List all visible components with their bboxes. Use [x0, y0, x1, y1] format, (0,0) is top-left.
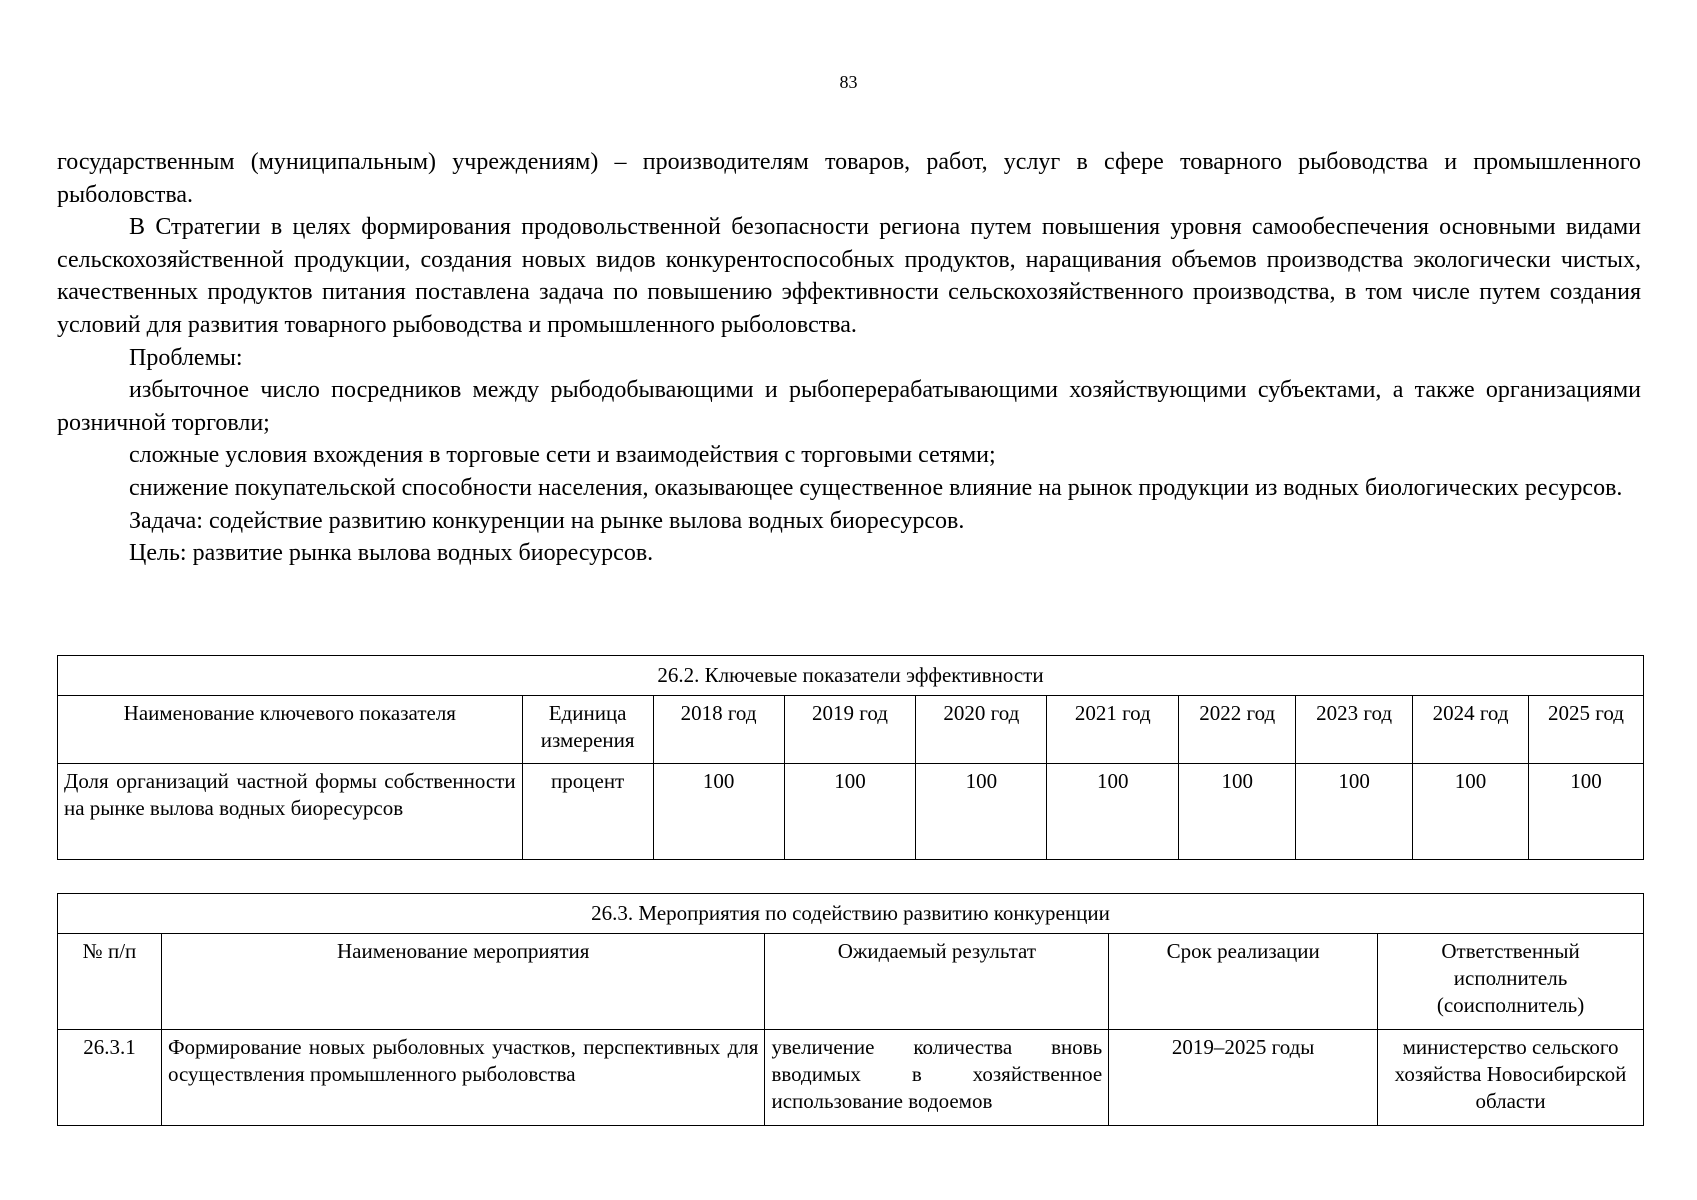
body-text: [57, 146, 1641, 570]
kpi-value: 100: [916, 764, 1047, 860]
kpi-year-header: 2021 год: [1047, 696, 1179, 764]
paragraph: Задача: содействие развитию конкуренции на рынке вылова водных биоресурсов.: [129, 507, 965, 534]
kpi-value: 100: [1413, 764, 1529, 860]
measures-col-result-header: Ожидаемый результат: [765, 934, 1109, 1030]
page-number: 83: [839, 72, 858, 92]
kpi-value: 100: [1529, 764, 1644, 860]
kpi-year-header: 2018 год: [653, 696, 784, 764]
kpi-year-header: 2024 год: [1413, 696, 1529, 764]
kpi-year-header: 2022 год: [1179, 696, 1296, 764]
paragraph: снижение покупательской способности населения, оказывающее существенное влияние на рынок продукции из водных биологических ресурсов.: [129, 474, 1623, 501]
kpi-year-header: 2020 год: [916, 696, 1047, 764]
kpi-year-header: 2025 год: [1529, 696, 1644, 764]
paragraph: государственным (муниципальным) учреждениям) – производителям товаров, работ, услуг в сфере товарного рыбоводства и промышленного рыболовства.: [57, 149, 1641, 208]
table-row: [58, 764, 1644, 860]
kpi-col-unit-header: Единица измерения: [522, 696, 653, 764]
measure-responsible: министерство сельского хозяйства Новосибирской области: [1378, 1030, 1644, 1126]
table-row: [58, 1030, 1644, 1126]
measures-table: [57, 893, 1644, 1126]
measures-col-term-header: Срок реализации: [1109, 934, 1378, 1030]
paragraph: сложные условия вхождения в торговые сети и взаимодействия с торговыми сетями;: [129, 442, 996, 469]
measures-col-num-header: № п/п: [58, 934, 162, 1030]
measures-table-title: 26.3. Мероприятия по содействию развитию конкуренции: [58, 894, 1644, 934]
kpi-unit: процент: [522, 764, 653, 860]
paragraph: избыточное число посредников между рыбодобывающими и рыбоперерабатывающими хозяйствующими субъектами, а также организациями розничной торговли;: [57, 377, 1641, 436]
measure-term: 2019–2025 годы: [1109, 1030, 1378, 1126]
kpi-table-title: 26.2. Ключевые показатели эффективности: [58, 656, 1644, 696]
kpi-year-header: 2023 год: [1296, 696, 1413, 764]
measure-result: увеличение количества вновь вводимых в хозяйственное использование водоемов: [765, 1030, 1109, 1126]
kpi-value: 100: [1296, 764, 1413, 860]
kpi-value: 100: [784, 764, 916, 860]
kpi-indicator-name: Доля организаций частной формы собственности на рынке вылова водных биоресурсов: [58, 764, 523, 860]
measures-col-resp-header: Ответственный исполнитель (соисполнитель): [1378, 934, 1644, 1030]
measures-col-name-header: Наименование мероприятия: [161, 934, 765, 1030]
paragraph: В Стратегии в целях формирования продовольственной безопасности региона путем повышения уровня самообеспечения основными видами сельскохозяйственной продукции, создания новых видов конкурентоспособных продуктов, наращивания объемов производства экологически чистых, качественных продуктов питания поставлена задача по повышению эффективности сельскохозяйственного производства, в том числе путем создания условий для развития товарного рыбоводства и промышленного рыболовства.: [57, 214, 1641, 338]
measure-name: Формирование новых рыболовных участков, перспективных для осуществления промышленного рыболовства: [161, 1030, 765, 1126]
kpi-table: [57, 655, 1644, 860]
kpi-value: 100: [653, 764, 784, 860]
measure-num: 26.3.1: [58, 1030, 162, 1126]
kpi-col-name-header: Наименование ключевого показателя: [58, 696, 523, 764]
paragraph: Цель: развитие рынка вылова водных биоресурсов.: [129, 540, 654, 567]
kpi-value: 100: [1047, 764, 1179, 860]
kpi-year-header: 2019 год: [784, 696, 916, 764]
kpi-value: 100: [1179, 764, 1296, 860]
paragraph: Проблемы:: [129, 344, 243, 371]
